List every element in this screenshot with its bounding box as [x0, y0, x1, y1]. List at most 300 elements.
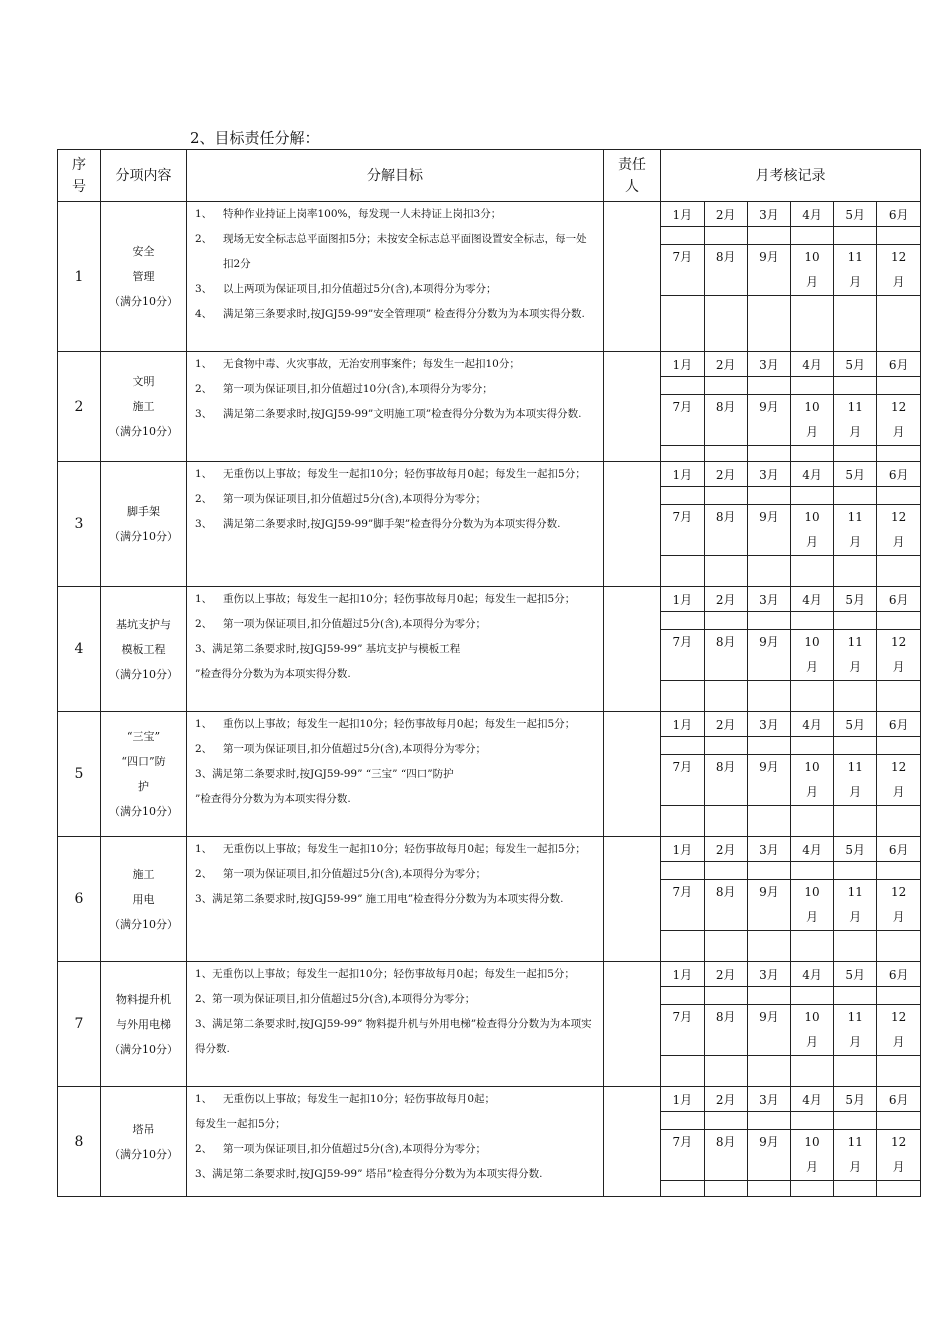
- goal-text: ”检查得分分数为为本项实得分数.: [195, 793, 351, 805]
- record-entry-row: [661, 931, 920, 962]
- record-entry-cell[interactable]: [747, 377, 790, 395]
- record-entry-cell[interactable]: [834, 487, 877, 505]
- item-line: 护: [138, 780, 149, 793]
- record-entry-cell[interactable]: [747, 227, 790, 245]
- goal-item: [195, 787, 597, 812]
- month-text: 7月: [672, 510, 693, 524]
- record-entry-cell[interactable]: [661, 681, 704, 712]
- record-entry-cell[interactable]: [834, 737, 877, 755]
- months-row-first: [661, 1087, 920, 1112]
- month-label: [704, 1130, 747, 1181]
- months-row-first: [661, 712, 920, 737]
- record-entry-cell[interactable]: [790, 377, 833, 395]
- record-entry-cell[interactable]: [790, 931, 833, 962]
- month-label: [790, 505, 833, 556]
- monthly-record-cell: [661, 202, 921, 352]
- record-entry-cell[interactable]: [877, 987, 920, 1005]
- record-entry-cell[interactable]: [704, 931, 747, 962]
- responsibility-table: [57, 149, 921, 1197]
- goal-text: ”检查得分分数为为本项实得分数.: [195, 668, 351, 680]
- responsible-person-cell[interactable]: [604, 352, 661, 462]
- month-label: 1月: [672, 717, 693, 732]
- goal-item: [195, 587, 597, 612]
- month-text: 7月: [672, 1010, 693, 1024]
- months-row-first: [661, 462, 920, 487]
- record-entry-cell[interactable]: [877, 556, 920, 587]
- goal-text: 无重伤以上事故；每发生一起扣10分；轻伤事故每月0起；: [223, 1093, 496, 1105]
- month-text: 7月: [672, 885, 693, 899]
- record-entry-cell[interactable]: [661, 377, 704, 395]
- month-label: 2月: [704, 962, 747, 987]
- record-entry-cell[interactable]: [661, 862, 704, 880]
- month-label: 4月: [790, 202, 833, 227]
- table-row: [58, 202, 921, 352]
- responsible-person-cell[interactable]: [604, 587, 661, 712]
- goal-cell: [187, 352, 604, 462]
- month-label: 4月: [790, 462, 833, 487]
- record-entry-cell[interactable]: [747, 487, 790, 505]
- month-label: [790, 755, 833, 806]
- goal-number: 2、: [195, 1143, 213, 1155]
- month-label: [877, 245, 920, 296]
- goal-item: [195, 352, 597, 377]
- goal-number: 2、: [195, 743, 213, 755]
- record-entry-cell[interactable]: [747, 806, 790, 837]
- record-entry-cell[interactable]: [834, 612, 877, 630]
- goal-number: 4、: [195, 308, 213, 320]
- item-cell: [101, 962, 187, 1087]
- record-entry-cell[interactable]: [747, 446, 790, 462]
- month-text: 9月: [759, 1135, 779, 1149]
- record-entry-cell[interactable]: [790, 487, 833, 505]
- months-row-first: [661, 837, 920, 862]
- month-label: [877, 880, 920, 931]
- record-entry-cell[interactable]: [834, 987, 877, 1005]
- month-label: 6月: [877, 352, 920, 377]
- row-number: 5: [58, 712, 101, 837]
- record-entry-cell[interactable]: [790, 1112, 833, 1130]
- record-entry-cell[interactable]: [834, 1056, 877, 1087]
- goal-text: 3、满足第二条要求时,按JGJ59-99” 施工用电”检查得分分数为为本项实得分数.: [195, 893, 564, 905]
- item-cell: [101, 202, 187, 352]
- months-row-first: [661, 352, 920, 377]
- record-entry-cell[interactable]: [790, 987, 833, 1005]
- month-text: 8月: [715, 760, 736, 774]
- month-label: 5月: [834, 1087, 877, 1112]
- goal-item: [195, 487, 597, 512]
- goal-text: 以上两项为保证项目,扣分值超过5分(含),本项得分为零分；: [223, 283, 497, 295]
- goal-text: 无重伤以上事故；每发生一起扣10分；轻伤事故每月0起；每发生一起扣5分；: [223, 843, 586, 855]
- goal-cell: [187, 462, 604, 587]
- month-label: [834, 245, 877, 296]
- month-text: 8月: [715, 510, 736, 524]
- record-entry-cell[interactable]: [834, 806, 877, 837]
- goal-item: [195, 612, 597, 637]
- record-entry-cell[interactable]: [747, 1112, 790, 1130]
- goal-number: 1、: [195, 358, 213, 370]
- record-entry-cell[interactable]: [747, 612, 790, 630]
- goal-item: [195, 277, 597, 302]
- month-label: [790, 395, 833, 446]
- item-line: 安全: [132, 245, 155, 258]
- month-label: 4月: [790, 352, 833, 377]
- item-line: （满分10分）: [109, 1147, 178, 1161]
- record-entry-cell[interactable]: [790, 1181, 833, 1197]
- month-label: 1月: [672, 592, 693, 607]
- goal-text: 无食物中毒、火灾事故，无治安刑事案件；每发生一起扣10分；: [223, 358, 520, 370]
- record-entry-cell[interactable]: [704, 987, 747, 1005]
- month-label: 3月: [747, 462, 790, 487]
- record-entry-cell[interactable]: [877, 1112, 920, 1130]
- section-heading: 2、目标责任分解：: [190, 129, 320, 147]
- month-text: 12 月: [891, 635, 907, 674]
- goal-cell: [187, 202, 604, 352]
- record-entry-cell[interactable]: [834, 862, 877, 880]
- item-line: （满分10分）: [109, 667, 178, 681]
- month-label: 1月: [672, 357, 693, 372]
- goal-item: [195, 402, 597, 427]
- months-row-second: [661, 1005, 920, 1056]
- record-entry-cell[interactable]: [790, 737, 833, 755]
- month-text: 7月: [672, 760, 693, 774]
- month-label: [790, 1005, 833, 1056]
- month-label: 5月: [834, 352, 877, 377]
- goal-text: 3、满足第二条要求时,按JGJ59-99” “三宝” “四口”防护: [195, 768, 454, 780]
- month-label: 2月: [704, 1087, 747, 1112]
- record-entry-cell[interactable]: [790, 806, 833, 837]
- goal-text: 2、第一项为保证项目,扣分值超过5分(含),本项得分为零分；: [195, 993, 476, 1005]
- record-entry-cell[interactable]: [661, 1181, 704, 1197]
- header-item: 分项内容: [101, 150, 187, 202]
- month-label: [747, 755, 790, 806]
- month-text: 12 月: [891, 760, 907, 799]
- month-text: 12 月: [891, 400, 907, 439]
- record-entry-cell[interactable]: [661, 806, 704, 837]
- record-entry-cell[interactable]: [877, 737, 920, 755]
- row-number: 7: [58, 962, 101, 1087]
- goal-text: 满足第三条要求时,按JGJ59-99”安全管理项” 检查得分分数为为本项实得分数.: [223, 308, 585, 320]
- month-text: 7月: [672, 250, 693, 264]
- header-no: 序号: [58, 150, 101, 202]
- month-text: 8月: [715, 400, 736, 414]
- item-line: 塔吊: [132, 1122, 155, 1136]
- month-text: 9月: [759, 635, 779, 649]
- month-text: 12 月: [891, 510, 907, 549]
- record-entry-cell[interactable]: [834, 377, 877, 395]
- month-label: [704, 1005, 747, 1056]
- record-entry-cell[interactable]: [747, 681, 790, 712]
- month-label: [704, 395, 747, 446]
- month-label: 6月: [877, 462, 920, 487]
- record-entry-cell[interactable]: [834, 556, 877, 587]
- month-label: 3月: [747, 962, 790, 987]
- goal-text: 3、满足第二条要求时,按JGJ59-99” 基坑支护与模板工程: [195, 643, 461, 655]
- record-entry-cell[interactable]: [661, 227, 704, 245]
- record-entry-cell[interactable]: [834, 931, 877, 962]
- month-text: 12 月: [891, 1010, 907, 1049]
- monthly-record-cell: [661, 837, 921, 962]
- month-label: [747, 880, 790, 931]
- goal-text: 满足第二条要求时,按JGJ59-99”文明施工项”检查得分分数为为本项实得分数.: [223, 408, 582, 420]
- record-entry-cell[interactable]: [704, 556, 747, 587]
- month-label: 3月: [747, 837, 790, 862]
- goal-number: 1、: [195, 208, 213, 220]
- goal-number: 2、: [195, 868, 213, 880]
- month-label: [661, 1005, 704, 1056]
- month-label: 6月: [877, 202, 920, 227]
- record-entry-cell[interactable]: [834, 227, 877, 245]
- month-label: 3月: [747, 587, 790, 612]
- record-entry-cell[interactable]: [704, 862, 747, 880]
- month-text: 11 月: [847, 250, 863, 289]
- goal-item: [195, 1012, 597, 1062]
- record-entry-cell[interactable]: [747, 1181, 790, 1197]
- months-row-second: [661, 505, 920, 556]
- record-entry-cell[interactable]: [661, 487, 704, 505]
- month-text: 10 月: [804, 885, 820, 924]
- goal-number: 2、: [195, 618, 213, 630]
- record-entry-cell[interactable]: [790, 556, 833, 587]
- record-entry-cell[interactable]: [877, 377, 920, 395]
- table-row: [58, 712, 921, 837]
- table-header-row: [58, 150, 921, 202]
- month-text: 11 月: [847, 1135, 863, 1174]
- record-entry-cell[interactable]: [747, 296, 790, 352]
- header-goal: 分解目标: [187, 150, 604, 202]
- month-text: 7月: [672, 1135, 693, 1149]
- responsible-person-cell[interactable]: [604, 462, 661, 587]
- responsible-person-cell[interactable]: [604, 837, 661, 962]
- month-text: 11 月: [847, 635, 863, 674]
- monthly-record-cell: [661, 462, 921, 587]
- item-line: （满分10分）: [109, 917, 178, 931]
- month-label: [661, 505, 704, 556]
- month-label: 6月: [877, 587, 920, 612]
- month-text: 8月: [715, 1010, 736, 1024]
- item-line: “四口”防: [121, 755, 166, 768]
- record-entry-cell[interactable]: [704, 377, 747, 395]
- month-text: 8月: [715, 250, 736, 264]
- record-entry-cell[interactable]: [704, 446, 747, 462]
- record-entry-cell[interactable]: [661, 931, 704, 962]
- item-line: 基坑支护与: [116, 617, 171, 631]
- record-entry-cell[interactable]: [834, 1181, 877, 1197]
- month-text: 11 月: [847, 400, 863, 439]
- goal-item: [195, 662, 597, 687]
- month-label: 2月: [704, 462, 747, 487]
- record-entry-row: [661, 806, 920, 837]
- item-cell: [101, 352, 187, 462]
- responsible-person-cell[interactable]: [604, 712, 661, 837]
- month-text: 9月: [759, 510, 779, 524]
- responsible-person-cell[interactable]: [604, 1087, 661, 1197]
- record-entry-cell[interactable]: [661, 987, 704, 1005]
- record-entry-cell[interactable]: [704, 227, 747, 245]
- goal-number: 3、: [195, 518, 213, 530]
- record-entry-cell[interactable]: [790, 296, 833, 352]
- goal-text: 重伤以上事故；每发生一起扣10分；轻伤事故每月0起；每发生一起扣5分；: [223, 593, 576, 605]
- month-label: 6月: [877, 962, 920, 987]
- record-entry-cell[interactable]: [877, 487, 920, 505]
- goal-text: 每发生一起扣5分；: [195, 1118, 286, 1130]
- month-label: [661, 395, 704, 446]
- month-label: [661, 1130, 704, 1181]
- item-line: （满分10分）: [109, 805, 178, 818]
- goal-number: 1、: [195, 468, 213, 480]
- record-entry-cell[interactable]: [661, 556, 704, 587]
- month-text: 11 月: [847, 760, 863, 799]
- record-entry-cell[interactable]: [790, 227, 833, 245]
- month-text: 9月: [759, 1010, 779, 1024]
- record-entry-row: [661, 227, 920, 245]
- record-entry-cell[interactable]: [661, 296, 704, 352]
- record-entry-cell[interactable]: [834, 446, 877, 462]
- goal-item: [195, 377, 597, 402]
- goal-number: 1、: [195, 593, 213, 605]
- record-entry-cell[interactable]: [661, 612, 704, 630]
- item-cell: [101, 837, 187, 962]
- item-line: 施工: [132, 400, 155, 413]
- goal-text: 满足第二条要求时,按JGJ59-99”脚手架”检查得分分数为为本项实得分数.: [223, 518, 561, 530]
- month-label: [834, 755, 877, 806]
- responsible-person-cell[interactable]: [604, 962, 661, 1087]
- record-entry-row: [661, 862, 920, 880]
- monthly-record-grid: [661, 462, 920, 586]
- record-entry-cell[interactable]: [704, 1181, 747, 1197]
- month-text: 8月: [715, 885, 736, 899]
- month-label: [834, 880, 877, 931]
- record-entry-cell[interactable]: [877, 227, 920, 245]
- record-entry-cell[interactable]: [747, 931, 790, 962]
- months-row-second: [661, 630, 920, 681]
- record-entry-row: [661, 487, 920, 505]
- responsible-person-cell[interactable]: [604, 202, 661, 352]
- record-entry-cell[interactable]: [790, 1056, 833, 1087]
- record-entry-cell[interactable]: [834, 296, 877, 352]
- record-entry-cell[interactable]: [790, 681, 833, 712]
- record-entry-cell[interactable]: [877, 612, 920, 630]
- table-row: [58, 837, 921, 962]
- goal-text: 3、满足第二条要求时,按JGJ59-99” 塔吊”检查得分分数为为本项实得分数.: [195, 1168, 543, 1180]
- goal-number: 2、: [195, 383, 213, 395]
- record-entry-cell[interactable]: [747, 1056, 790, 1087]
- month-label: [877, 505, 920, 556]
- monthly-record-grid: [661, 587, 920, 711]
- record-entry-cell[interactable]: [704, 737, 747, 755]
- record-entry-row: [661, 556, 920, 587]
- record-entry-cell[interactable]: [877, 296, 920, 352]
- record-entry-cell[interactable]: [661, 1056, 704, 1087]
- month-label: 2月: [704, 587, 747, 612]
- months-row-second: [661, 245, 920, 296]
- record-entry-cell[interactable]: [704, 681, 747, 712]
- goal-item: [195, 712, 597, 737]
- record-entry-cell[interactable]: [747, 862, 790, 880]
- month-label: [877, 1005, 920, 1056]
- item-line: 与外用电梯: [116, 1017, 171, 1031]
- month-text: 12 月: [891, 250, 907, 289]
- record-entry-cell[interactable]: [747, 987, 790, 1005]
- month-text: 11 月: [847, 1010, 863, 1049]
- month-label: 3月: [747, 352, 790, 377]
- record-entry-cell[interactable]: [834, 1112, 877, 1130]
- record-entry-cell[interactable]: [877, 446, 920, 462]
- month-label: 1月: [672, 207, 693, 222]
- goal-text: 1、无重伤以上事故；每发生一起扣10分；轻伤事故每月0起；每发生一起扣5分；: [195, 968, 575, 980]
- record-entry-cell[interactable]: [834, 681, 877, 712]
- record-entry-cell[interactable]: [747, 737, 790, 755]
- record-entry-cell[interactable]: [747, 556, 790, 587]
- goal-cell: [187, 837, 604, 962]
- record-entry-cell[interactable]: [877, 862, 920, 880]
- goal-text: 特种作业持证上岗率100%，每发现一人未持证上岗扣3分；: [223, 208, 502, 220]
- month-text: 10 月: [804, 1135, 820, 1174]
- month-text: 9月: [759, 400, 779, 414]
- record-entry-cell[interactable]: [790, 862, 833, 880]
- goal-item: [195, 1087, 597, 1112]
- month-text: 12 月: [891, 1135, 907, 1174]
- record-entry-cell[interactable]: [877, 806, 920, 837]
- record-entry-cell[interactable]: [877, 1056, 920, 1087]
- month-text: 9月: [759, 760, 779, 774]
- table-row: [58, 962, 921, 1087]
- record-entry-cell[interactable]: [877, 931, 920, 962]
- record-entry-cell[interactable]: [877, 1181, 920, 1197]
- record-entry-cell[interactable]: [661, 446, 704, 462]
- monthly-record-grid: [661, 202, 920, 351]
- record-entry-cell[interactable]: [704, 1056, 747, 1087]
- goal-item: [195, 987, 597, 1012]
- record-entry-cell[interactable]: [704, 612, 747, 630]
- month-label: 3月: [747, 1087, 790, 1112]
- item-line: （满分10分）: [109, 530, 178, 543]
- month-label: 1月: [672, 967, 693, 982]
- record-entry-cell[interactable]: [661, 737, 704, 755]
- record-entry-cell[interactable]: [704, 806, 747, 837]
- goal-item: [195, 202, 597, 227]
- record-entry-cell[interactable]: [877, 681, 920, 712]
- item-line: 用电: [132, 892, 155, 906]
- table-row: [58, 462, 921, 587]
- item-line: 施工: [132, 867, 155, 881]
- record-entry-row: [661, 681, 920, 712]
- goal-text: 第一项为保证项目,扣分值超过5分(含),本项得分为零分；: [223, 493, 487, 505]
- month-label: 2月: [704, 202, 747, 227]
- month-label: [877, 755, 920, 806]
- item-cell: [101, 1087, 187, 1197]
- month-label: 6月: [877, 1087, 920, 1112]
- record-entry-cell[interactable]: [704, 1112, 747, 1130]
- goal-cell: [187, 587, 604, 712]
- monthly-record-grid: [661, 712, 920, 836]
- row-number: 4: [58, 587, 101, 712]
- record-entry-cell[interactable]: [704, 296, 747, 352]
- goal-number: 3、: [195, 283, 213, 295]
- month-text: 9月: [759, 885, 779, 899]
- month-label: 2月: [704, 712, 747, 737]
- month-label: [747, 245, 790, 296]
- record-entry-cell[interactable]: [704, 487, 747, 505]
- monthly-record-grid: [661, 352, 920, 461]
- record-entry-row: [661, 612, 920, 630]
- record-entry-cell[interactable]: [790, 612, 833, 630]
- goal-item: [195, 637, 597, 662]
- row-number: 3: [58, 462, 101, 587]
- goal-item: [195, 227, 597, 277]
- record-entry-cell[interactable]: [661, 1112, 704, 1130]
- month-label: [704, 245, 747, 296]
- record-entry-cell[interactable]: [790, 446, 833, 462]
